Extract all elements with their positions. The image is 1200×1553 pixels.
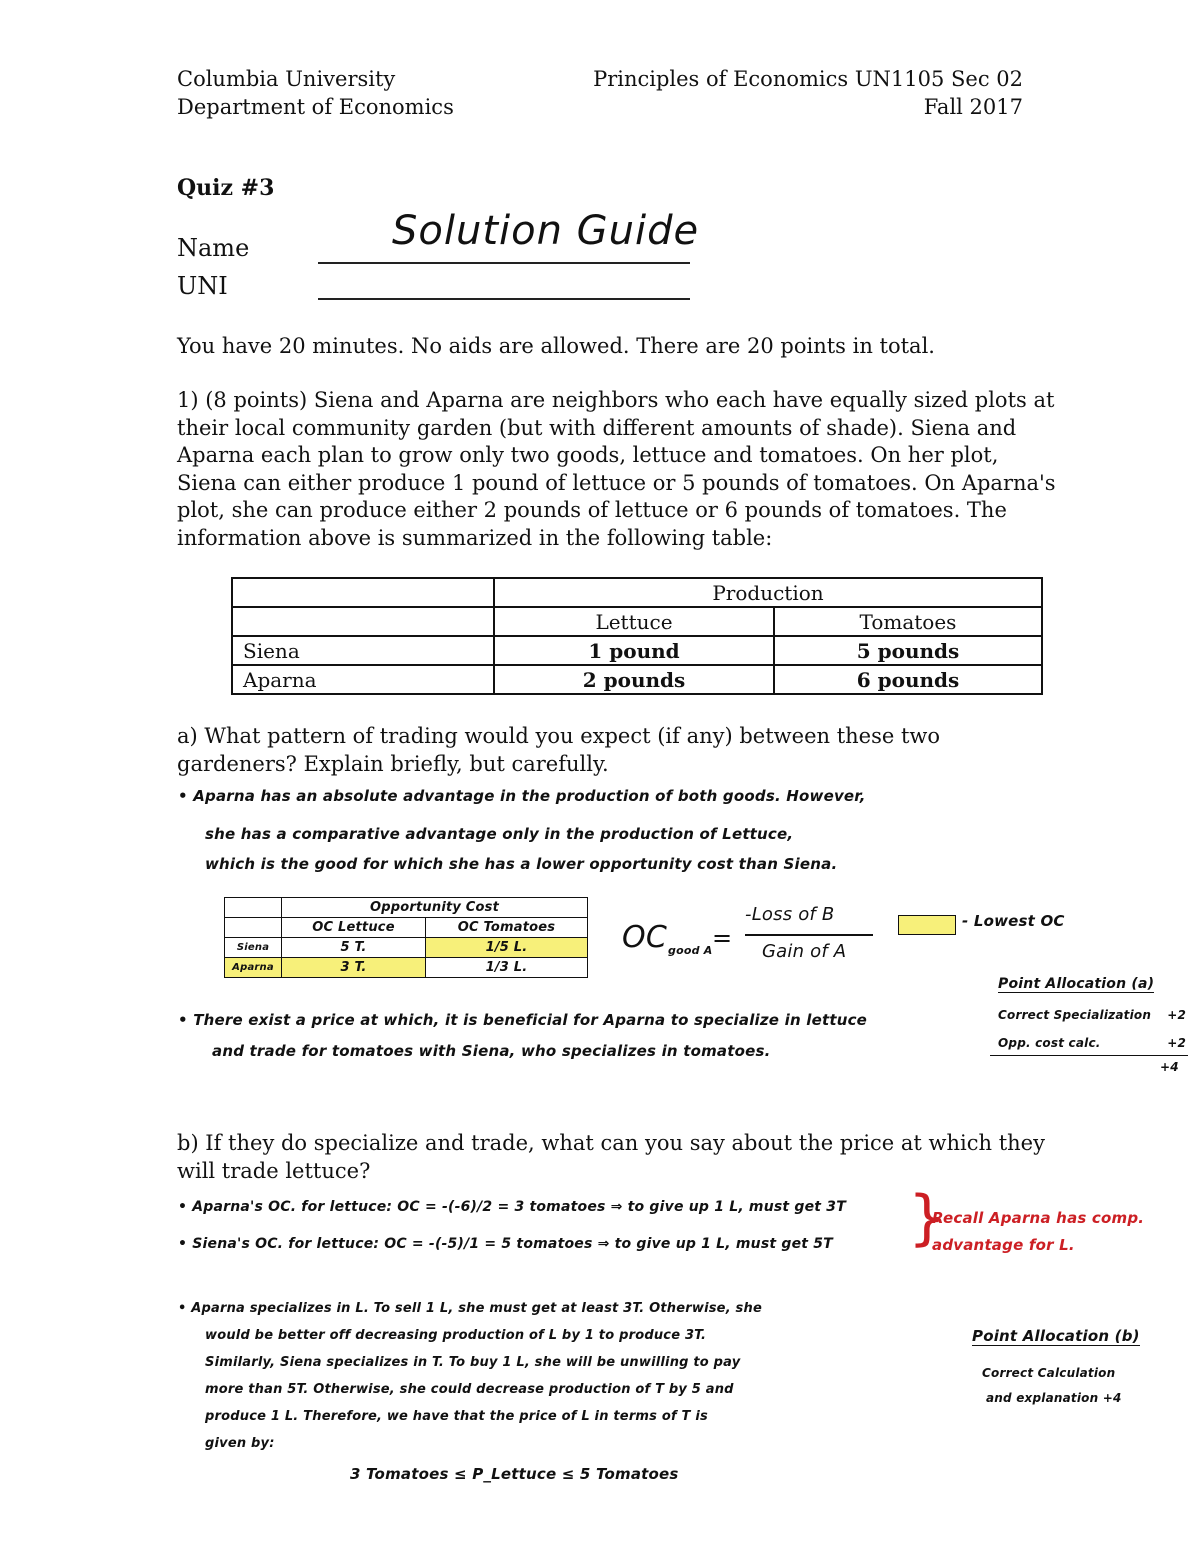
oc-lettuce-header: OC Lettuce [282,918,426,938]
points-b-title: Point Allocation (b) [972,1327,1140,1345]
part-a-answer-1: • Aparna has an absolute advantage in the production of both goods. However, [178,787,866,805]
row-tomatoes: 6 pounds [774,665,1042,694]
production-header: Production [494,578,1042,607]
quiz-title: Quiz #3 [177,175,275,201]
oc-row-tomatoes: 1/3 L. [426,958,588,978]
points-a-label: Opp. cost calc. [998,1036,1101,1050]
explanation-line: • Aparna specializes in L. To sell 1 L, she must get at least 3T. Otherwise, she [178,1301,762,1316]
explanation-line: Similarly, Siena specializes in T. To buy 1 L, she will be unwilling to pay [205,1355,741,1370]
name-handwritten: Solution Guide [392,208,700,254]
table-row [232,636,1042,665]
formula-subscript: good A [668,944,713,957]
formula-fraction-bar [745,934,873,936]
aparna-oc-line: • Aparna's OC. for lettuce: OC = -(-6)/2 = 3 tomatoes ⇒ to give up 1 L, must get 3T [178,1199,846,1215]
explanation-line: produce 1 L. Therefore, we have that the price of L in terms of T is [205,1409,708,1424]
question-1-text: 1) (8 points) Siena and Aparna are neighbors who each have equally sized plots at their local community garden (but with different amounts of shade). Siena and Aparna each plan to grow only two goods, lettuce and tomatoes. On her plot, Siena can either produce 1 pound of lettuce or 5 pounds of tomatoes. On Aparna's plot, she can produce either 2 pounds of lettuce or 6 pounds of tomatoes. The information above is summarized in the following table: [177,388,1056,550]
table-row [225,958,588,978]
name-label: Name [177,234,250,262]
points-b-line-1: Correct Calculation [982,1366,1116,1380]
lettuce-header: Lettuce [494,607,774,636]
formula-numerator: -Loss of B [745,904,835,925]
opportunity-cost-table [224,897,588,978]
oc-row-name: Siena [225,938,282,958]
highlight-legend-swatch [898,915,956,935]
points-a-row [998,1008,1186,1022]
points-a-row [998,1036,1186,1050]
siena-oc-line: • Siena's OC. for lettuce: OC = -(-5)/1 = 5 tomatoes ⇒ to give up 1 L, must get 5T [178,1236,833,1252]
points-a-value: +2 [1167,1036,1186,1050]
part-b-question: b) If they do specialize and trade, what can you say about the price at which they will trade lettuce? [177,1131,1045,1183]
row-name: Siena [232,636,494,665]
recall-note: Recall Aparna has comp. advantage for L. [932,1209,1145,1254]
oc-title: Opportunity Cost [282,898,588,918]
points-a-divider [990,1055,1188,1056]
university-name: Columbia University [177,67,396,91]
explanation-line: more than 5T. Otherwise, she could decrease production of T by 5 and [205,1382,734,1397]
oc-tomatoes-header: OC Tomatoes [426,918,588,938]
points-a-label: Correct Specialization [998,1008,1152,1022]
points-b-line-2: and explanation +4 [986,1391,1122,1405]
department-name: Department of Economics [177,95,454,119]
course-name: Principles of Economics UN1105 Sec 02 [593,67,1023,91]
instructions: You have 20 minutes. No aids are allowed. There are 20 points in total. [177,334,935,358]
points-a-value: +2 [1167,1008,1186,1022]
table-corner-2 [232,607,494,636]
row-name: Aparna [232,665,494,694]
uni-label: UNI [177,272,228,300]
part-a-answer-3: which is the good for which she has a lower opportunity cost than Siena. [205,855,838,873]
table-row [225,938,588,958]
row-tomatoes: 5 pounds [774,636,1042,665]
name-underline [318,262,690,264]
explanation-line: given by: [205,1436,275,1451]
oc-row-lettuce-highlighted: 3 T. [282,958,426,978]
formula-equals: = [712,924,733,952]
oc-corner [225,898,282,918]
oc-row-tomatoes-highlighted: 1/5 L. [426,938,588,958]
points-a-total: +4 [1160,1060,1179,1074]
oc-corner-2 [225,918,282,938]
oc-row-name-highlighted: Aparna [225,958,282,978]
formula-oc: OC [622,920,667,955]
row-lettuce: 1 pound [494,636,774,665]
highlight-legend-label: - Lowest OC [962,912,1065,930]
part-a-answer-5: and trade for tomatoes with Siena, who specializes in tomatoes. [212,1042,771,1060]
table-row [232,665,1042,694]
oc-row-lettuce: 5 T. [282,938,426,958]
table-corner [232,578,494,607]
uni-underline [318,298,690,300]
production-table [231,577,1043,695]
explanation-line: would be better off decreasing production of L by 1 to produce 3T. [205,1328,707,1343]
price-inequality: 3 Tomatoes ≤ P_Lettuce ≤ 5 Tomatoes [350,1465,679,1483]
part-b-explanation [178,1295,798,1457]
brace-icon: } [908,1183,947,1253]
formula-denominator: Gain of A [762,941,847,962]
part-a-answer-2: she has a comparative advantage only in the production of Lettuce, [205,825,794,843]
row-lettuce: 2 pounds [494,665,774,694]
term: Fall 2017 [923,95,1023,119]
tomatoes-header: Tomatoes [774,607,1042,636]
points-a-title: Point Allocation (a) [998,976,1155,992]
part-a-question: a) What pattern of trading would you expect (if any) between these two gardeners? Explain briefly, but carefully. [177,724,941,776]
part-a-answer-4: • There exist a price at which, it is beneficial for Aparna to specialize in lettuce [178,1011,868,1029]
